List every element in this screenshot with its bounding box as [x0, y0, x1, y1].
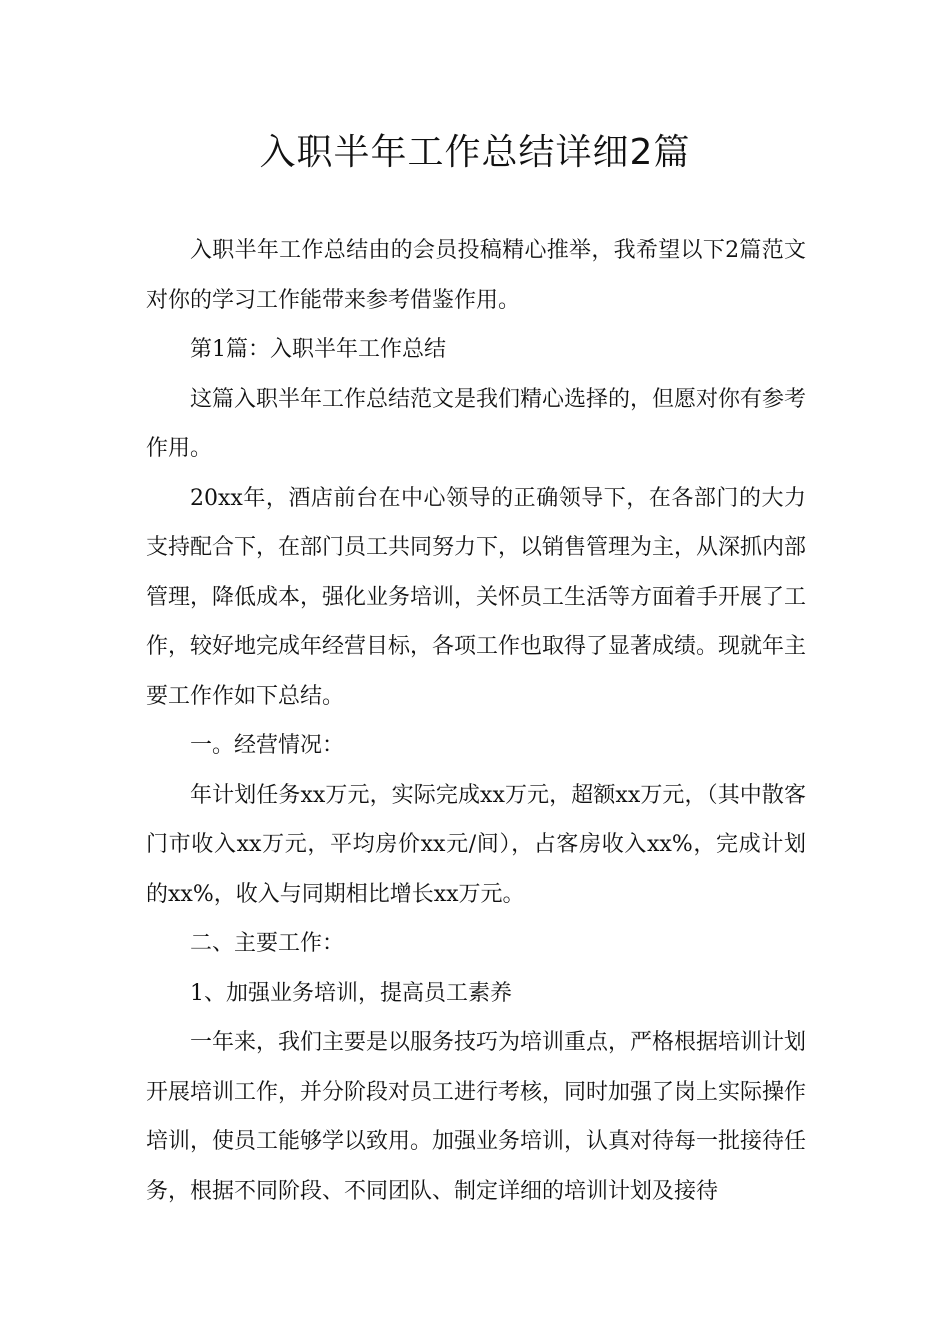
section-heading-operations: 一。经营情况：: [190, 733, 345, 758]
document-body: [146, 226, 806, 1216]
paragraph-preface: 这篇入职半年工作总结范文是我们精心选择的，但愿对你有参考作用。: [146, 386, 807, 461]
paragraph-training: 一年来，我们主要是以服务技巧为培训重点，严格根据培训计划开展培训工作，并分阶段对员工进行考核，同时加强了岗上实际操作培训，使员工能够学以致用。加强业务培训，认真对待每一批接待任务，根据不同阶段、不同团队、制定详细的培训计划及接待: [146, 1030, 807, 1204]
paragraph-overview: 20xx年，酒店前台在中心领导的正确领导下，在各部门的大力支持配合下，在部门员工共同努力下，以销售管理为主，从深抓内部管理，降低成本，强化业务培训，关怀员工生活等方面着手开展了工作，较好地完成年经营目标，各项工作也取得了显著成绩。现就年主要工作作如下总结。: [146, 485, 807, 709]
subsection-heading-training: 1、加强业务培训，提高员工素养: [190, 980, 512, 1006]
paragraph-operations: 年计划任务xx万元，实际完成xx万元，超额xx万元，（其中散客门市收入xx万元，平均房价xx元/间），占客房收入xx%，完成计划的xx%，收入与同期相比增长xx万元。: [146, 782, 806, 907]
document-title: 入职半年工作总结详细2篇: [259, 132, 691, 173]
section-heading-main-work: 二、主要工作：: [190, 931, 345, 956]
paragraph-part-heading: 第1篇：入职半年工作总结: [190, 337, 446, 362]
paragraph-intro: 入职半年工作总结由的会员投稿精心推举，我希望以下2篇范文对你的学习工作能带来参考借鉴作用。: [146, 238, 806, 313]
